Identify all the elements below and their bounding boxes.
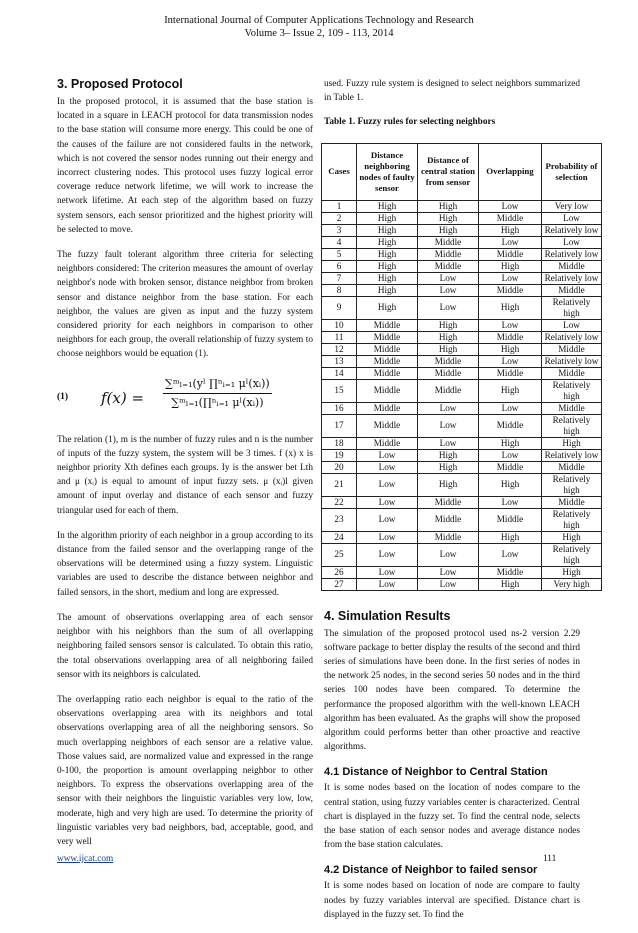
header-cases: Cases <box>322 143 357 200</box>
table-row <box>322 379 602 402</box>
table-row <box>322 212 602 224</box>
table-cell: 23 <box>322 508 357 531</box>
table-row <box>322 236 602 248</box>
paragraph: The simulation of the proposed protocol used ns-2 version 2.29 software package to better display the results of the second and third series of simulations have been done. In the first series of nodes in the network 25 nodes, in the second series 50 nodes and in the third series 100 nodes have been compared. To determine the performance the proposed algorithm with the well-known LEACH algorithm has been evaluated. As the graphs will show the proposed algorithm could performs better than other proactive and reactive algorithms. <box>324 628 580 753</box>
paragraph: The relation (1), m is the number of fuzzy rules and n is the number of inputs of the fuzzy system, the system will be 3 times. f (x) x is neighbor priority Xth defines each groups. Iy is the answer bet Lth and μ (xᵢ) is equal to amount of input fuzzy sets. μ (xᵢ)l given amount of input overlay and distance of each sensor and fuzzy triangular used for each of them. <box>57 434 313 516</box>
table-cell: 13 <box>322 355 357 367</box>
table-cell: Relatively high <box>542 473 602 496</box>
table-cell: Low <box>357 566 418 578</box>
table-row <box>322 296 602 319</box>
table-cell: Middle <box>418 379 479 402</box>
paragraph: In the algorithm priority of each neighbor in a group according to its distance from the failed sensor and the overlapping range of the observations will be determined using a fuzzy system. Linguistic variables are used to describe the distance between neighbor and failed sensors, in the short, medium and long are expressed. <box>57 530 313 598</box>
table-cell: 24 <box>322 531 357 543</box>
table-cell: High <box>479 578 542 590</box>
table-cell: Middle <box>357 343 418 355</box>
paragraph: The amount of observations overlapping area of each sensor neighbor with his neighbors than the sum of all overlapping neighboring failed sensors sensor is calculated. To obtain this ratio, the total observations overlapping area of all neighboring failed sensor with its neighbors is calculated. <box>57 612 313 680</box>
table-cell: Low <box>357 531 418 543</box>
table-cell: Low <box>479 272 542 284</box>
right-column <box>324 77 599 933</box>
table-row <box>322 331 602 343</box>
fuzzy-rules-table <box>321 143 602 591</box>
table-cell: Low <box>357 461 418 473</box>
table-cell: Very low <box>542 200 602 212</box>
table-cell: High <box>542 566 602 578</box>
table-row <box>322 272 602 284</box>
table-cell: Middle <box>479 461 542 473</box>
section-3-title: 3. Proposed Protocol <box>57 77 183 91</box>
table-cell: High <box>418 212 479 224</box>
table-cell: 25 <box>322 543 357 566</box>
table-cell: Low <box>357 543 418 566</box>
table-cell: Low <box>418 272 479 284</box>
table-cell: Middle <box>479 284 542 296</box>
table-cell: Middle <box>418 355 479 367</box>
table-cell: Middle <box>542 260 602 272</box>
table-cell: Low <box>418 543 479 566</box>
table-cell: Low <box>418 296 479 319</box>
section-4-title: 4. Simulation Results <box>324 608 451 623</box>
table-cell: Middle <box>542 343 602 355</box>
table-cell: 2 <box>322 212 357 224</box>
paragraph: In the proposed protocol, it is assumed that the base station is located in a square in LEACH protocol for data transmission nodes to the base station will consume more energy. This could be one of the causes of the failure are not considered faults in the network, which is not covered the sensor nodes running out their energy and incorrect clustering nodes. This protocol uses fuzzy logical error coverage reduce network lifetime, we will work to increase the network lifetime. At each step of the algorithm based on fuzzy system sensors, each sensor prioritized and the highest priority will be selected to move. <box>57 97 313 235</box>
table-cell: High <box>357 284 418 296</box>
table-cell: Low <box>479 236 542 248</box>
table-cell: 6 <box>322 260 357 272</box>
table-cell: Middle <box>479 331 542 343</box>
table-body <box>322 200 602 590</box>
table-cell: Low <box>479 402 542 414</box>
section-4-1-title: 4.1 Distance of Neighbor to Central Station <box>324 766 548 779</box>
left-column <box>57 77 313 860</box>
table-cell: 18 <box>322 437 357 449</box>
paragraph: used. Fuzzy rule system is designed to select neighbors summarized in Table 1. <box>324 79 580 104</box>
table-cell: High <box>542 437 602 449</box>
table-cell: High <box>418 331 479 343</box>
table-cell: Middle <box>479 367 542 379</box>
table-cell: Relatively low <box>542 331 602 343</box>
table-row <box>322 260 602 272</box>
table-cell: Middle <box>418 260 479 272</box>
table-cell: High <box>357 236 418 248</box>
table-cell: Middle <box>357 331 418 343</box>
table-cell: Relatively high <box>542 508 602 531</box>
table-cell: Middle <box>542 284 602 296</box>
table-cell: Middle <box>418 531 479 543</box>
table-cell: Low <box>479 355 542 367</box>
table-header-row <box>322 143 602 200</box>
equation-fraction <box>163 377 272 410</box>
table-cell: 1 <box>322 200 357 212</box>
table-cell: Relatively high <box>542 543 602 566</box>
table-cell: Low <box>479 319 542 331</box>
table-cell: High <box>479 531 542 543</box>
table-cell: Middle <box>479 414 542 437</box>
table-row <box>322 543 602 566</box>
table-cell: Middle <box>479 248 542 260</box>
page-number: 111 <box>543 854 557 864</box>
table-cell: High <box>357 212 418 224</box>
table-cell: High <box>418 449 479 461</box>
table-cell: Middle <box>542 367 602 379</box>
table-row <box>322 437 602 449</box>
header-distance-neighboring: Distance neighboring nodes of faulty sensor <box>357 143 418 200</box>
table-cell: Low <box>479 496 542 508</box>
table-cell: 22 <box>322 496 357 508</box>
table-row <box>322 284 602 296</box>
table-row <box>322 449 602 461</box>
table-cell: Low <box>479 543 542 566</box>
table-cell: Middle <box>418 236 479 248</box>
table-caption: Table 1. Fuzzy rules for selecting neighbors <box>324 117 496 128</box>
table-cell: 12 <box>322 343 357 355</box>
table-cell: High <box>357 260 418 272</box>
table-cell: 17 <box>322 414 357 437</box>
table-cell: Middle <box>357 402 418 414</box>
table-cell: 7 <box>322 272 357 284</box>
table-cell: Middle <box>357 319 418 331</box>
table-cell: 5 <box>322 248 357 260</box>
table-row <box>322 496 602 508</box>
equation-numerator: ∑ᵐₗ₌₁(yˡ ∏ⁿᵢ₌₁ μˡ(xᵢ)) <box>163 377 272 394</box>
table-cell: 21 <box>322 473 357 496</box>
table-cell: 9 <box>322 296 357 319</box>
table-cell: High <box>418 343 479 355</box>
table-cell: 10 <box>322 319 357 331</box>
table-cell: 20 <box>322 461 357 473</box>
table-cell: Middle <box>357 367 418 379</box>
table-cell: High <box>479 473 542 496</box>
table-cell: High <box>479 343 542 355</box>
table-cell: Low <box>479 200 542 212</box>
journal-title: International Journal of Computer Applications Technology and Research <box>164 15 474 26</box>
table-cell: High <box>418 200 479 212</box>
table-row <box>322 355 602 367</box>
header-overlapping: Overlapping <box>479 143 542 200</box>
table-cell: Low <box>418 566 479 578</box>
table-cell: High <box>357 200 418 212</box>
table-cell: High <box>418 224 479 236</box>
table-cell: High <box>357 224 418 236</box>
table-cell: High <box>479 224 542 236</box>
table-cell: 3 <box>322 224 357 236</box>
table-cell: Low <box>357 578 418 590</box>
table-cell: Relatively low <box>542 449 602 461</box>
table-cell: 26 <box>322 566 357 578</box>
table-row <box>322 200 602 212</box>
table-cell: 15 <box>322 379 357 402</box>
table-cell: Relatively high <box>542 414 602 437</box>
table-cell: 4 <box>322 236 357 248</box>
table-cell: High <box>357 272 418 284</box>
paragraph: The fuzzy fault tolerant algorithm three criteria for selecting neighbors considered: The criterion measures the amount of overlay neighbor's node with broken sensor, distance neighbor from broken sensor and distance neighbor from the base station. For each neighbor, the values are given as input and the fuzzy system considered priority for each neighbors in comparison to other neighbors for each group, the overall relationship of fuzzy system to choose neighbors would be equation (1). <box>57 250 313 360</box>
table-cell: Low <box>542 236 602 248</box>
table-cell: Relatively low <box>542 355 602 367</box>
table-cell: High <box>479 260 542 272</box>
table-cell: Very high <box>542 578 602 590</box>
table-cell: 11 <box>322 331 357 343</box>
paragraph: The overlapping ratio each neighbor is equal to the ratio of the observations overlapping area with its neighbors and total observations overlapping area of all the neighboring sensors. So much overlapping neighbors of each sensor are a relative value. Those values said, are normalized value and expressed in the range 0-100, the proportion is amount overlapping neighbor to other neighbors. To express the observations overlapping area of the sensor with their neighbors the linguistic variables very low, low, moderate, high and very high are used. To determine the priority of linguistic variables very bad neighbors, bad, acceptable, good, and very well <box>57 694 313 847</box>
equation-1 <box>57 373 313 425</box>
table-cell: Low <box>418 284 479 296</box>
table-cell: Low <box>418 402 479 414</box>
table-cell: Relatively low <box>542 272 602 284</box>
table-cell: Relatively high <box>542 296 602 319</box>
table-cell: High <box>479 437 542 449</box>
table-row <box>322 402 602 414</box>
table-cell: Low <box>418 437 479 449</box>
journal-url-link[interactable]: www.ijcat.com <box>57 854 114 864</box>
table-cell: High <box>479 296 542 319</box>
table-cell: Low <box>418 578 479 590</box>
table-cell: 16 <box>322 402 357 414</box>
table-cell: 19 <box>322 449 357 461</box>
table-row <box>322 248 602 260</box>
table-cell: Low <box>418 414 479 437</box>
header-distance-central: Distance of central station from sensor <box>418 143 479 200</box>
table-cell: Middle <box>418 248 479 260</box>
table-cell: Middle <box>542 402 602 414</box>
table-cell: High <box>418 473 479 496</box>
table-cell: Middle <box>357 355 418 367</box>
table-cell: Low <box>357 508 418 531</box>
volume-info: Volume 3– Issue 2, 109 - 113, 2014 <box>244 28 394 39</box>
table-cell: 14 <box>322 367 357 379</box>
table-cell: Middle <box>479 508 542 531</box>
table-cell: Low <box>357 473 418 496</box>
paragraph: It is some nodes based on location of node are compare to faulty nodes by fuzzy variables interval are specified. Distance chart is displayed in the fuzzy set. To find the <box>324 881 580 920</box>
table-row <box>322 319 602 331</box>
table-row <box>322 224 602 236</box>
table-cell: High <box>479 379 542 402</box>
table-cell: Relatively high <box>542 379 602 402</box>
table-cell: Low <box>479 449 542 461</box>
table-row <box>322 566 602 578</box>
table-row <box>322 414 602 437</box>
equation-lhs: f(x) = <box>101 388 145 407</box>
table-cell: Middle <box>418 496 479 508</box>
table-row <box>322 367 602 379</box>
table-cell: Middle <box>542 461 602 473</box>
table-row <box>322 473 602 496</box>
paragraph: It is some nodes based on the location of nodes compare to the central station, using fuzzy variables center is characterized. Central chart is displayed in the fuzzy set. To find the central node, selects the base station of each sensor nodes and average distance nodes from the base station calculates. <box>324 783 580 851</box>
equation-denominator: ∑ᵐₗ₌₁(∏ⁿᵢ₌₁ μˡ(xᵢ)) <box>171 395 264 409</box>
table-cell: High <box>357 296 418 319</box>
table-cell: Middle <box>418 508 479 531</box>
equation-number: (1) <box>57 391 69 402</box>
table-cell: Middle <box>479 566 542 578</box>
table-cell: Middle <box>479 212 542 224</box>
table-cell: Middle <box>542 496 602 508</box>
running-header <box>0 14 638 40</box>
table-row <box>322 531 602 543</box>
table-cell: High <box>418 461 479 473</box>
table-row <box>322 343 602 355</box>
table-cell: Low <box>357 449 418 461</box>
header-probability: Probability of selection <box>542 143 602 200</box>
table-row <box>322 508 602 531</box>
table-cell: Relatively low <box>542 248 602 260</box>
table-cell: Middle <box>357 437 418 449</box>
table-row <box>322 578 602 590</box>
table-cell: Low <box>542 212 602 224</box>
table-cell: Low <box>357 496 418 508</box>
table-cell: Low <box>542 319 602 331</box>
table-cell: Middle <box>357 379 418 402</box>
table-cell: Middle <box>418 367 479 379</box>
table-row <box>322 461 602 473</box>
section-4-2-title: 4.2 Distance of Neighbor to failed sensor <box>324 864 538 877</box>
table-cell: 8 <box>322 284 357 296</box>
table-cell: Relatively low <box>542 224 602 236</box>
table-cell: High <box>542 531 602 543</box>
table-cell: 27 <box>322 578 357 590</box>
table-cell: High <box>357 248 418 260</box>
table-cell: High <box>418 319 479 331</box>
table-cell: Middle <box>357 414 418 437</box>
